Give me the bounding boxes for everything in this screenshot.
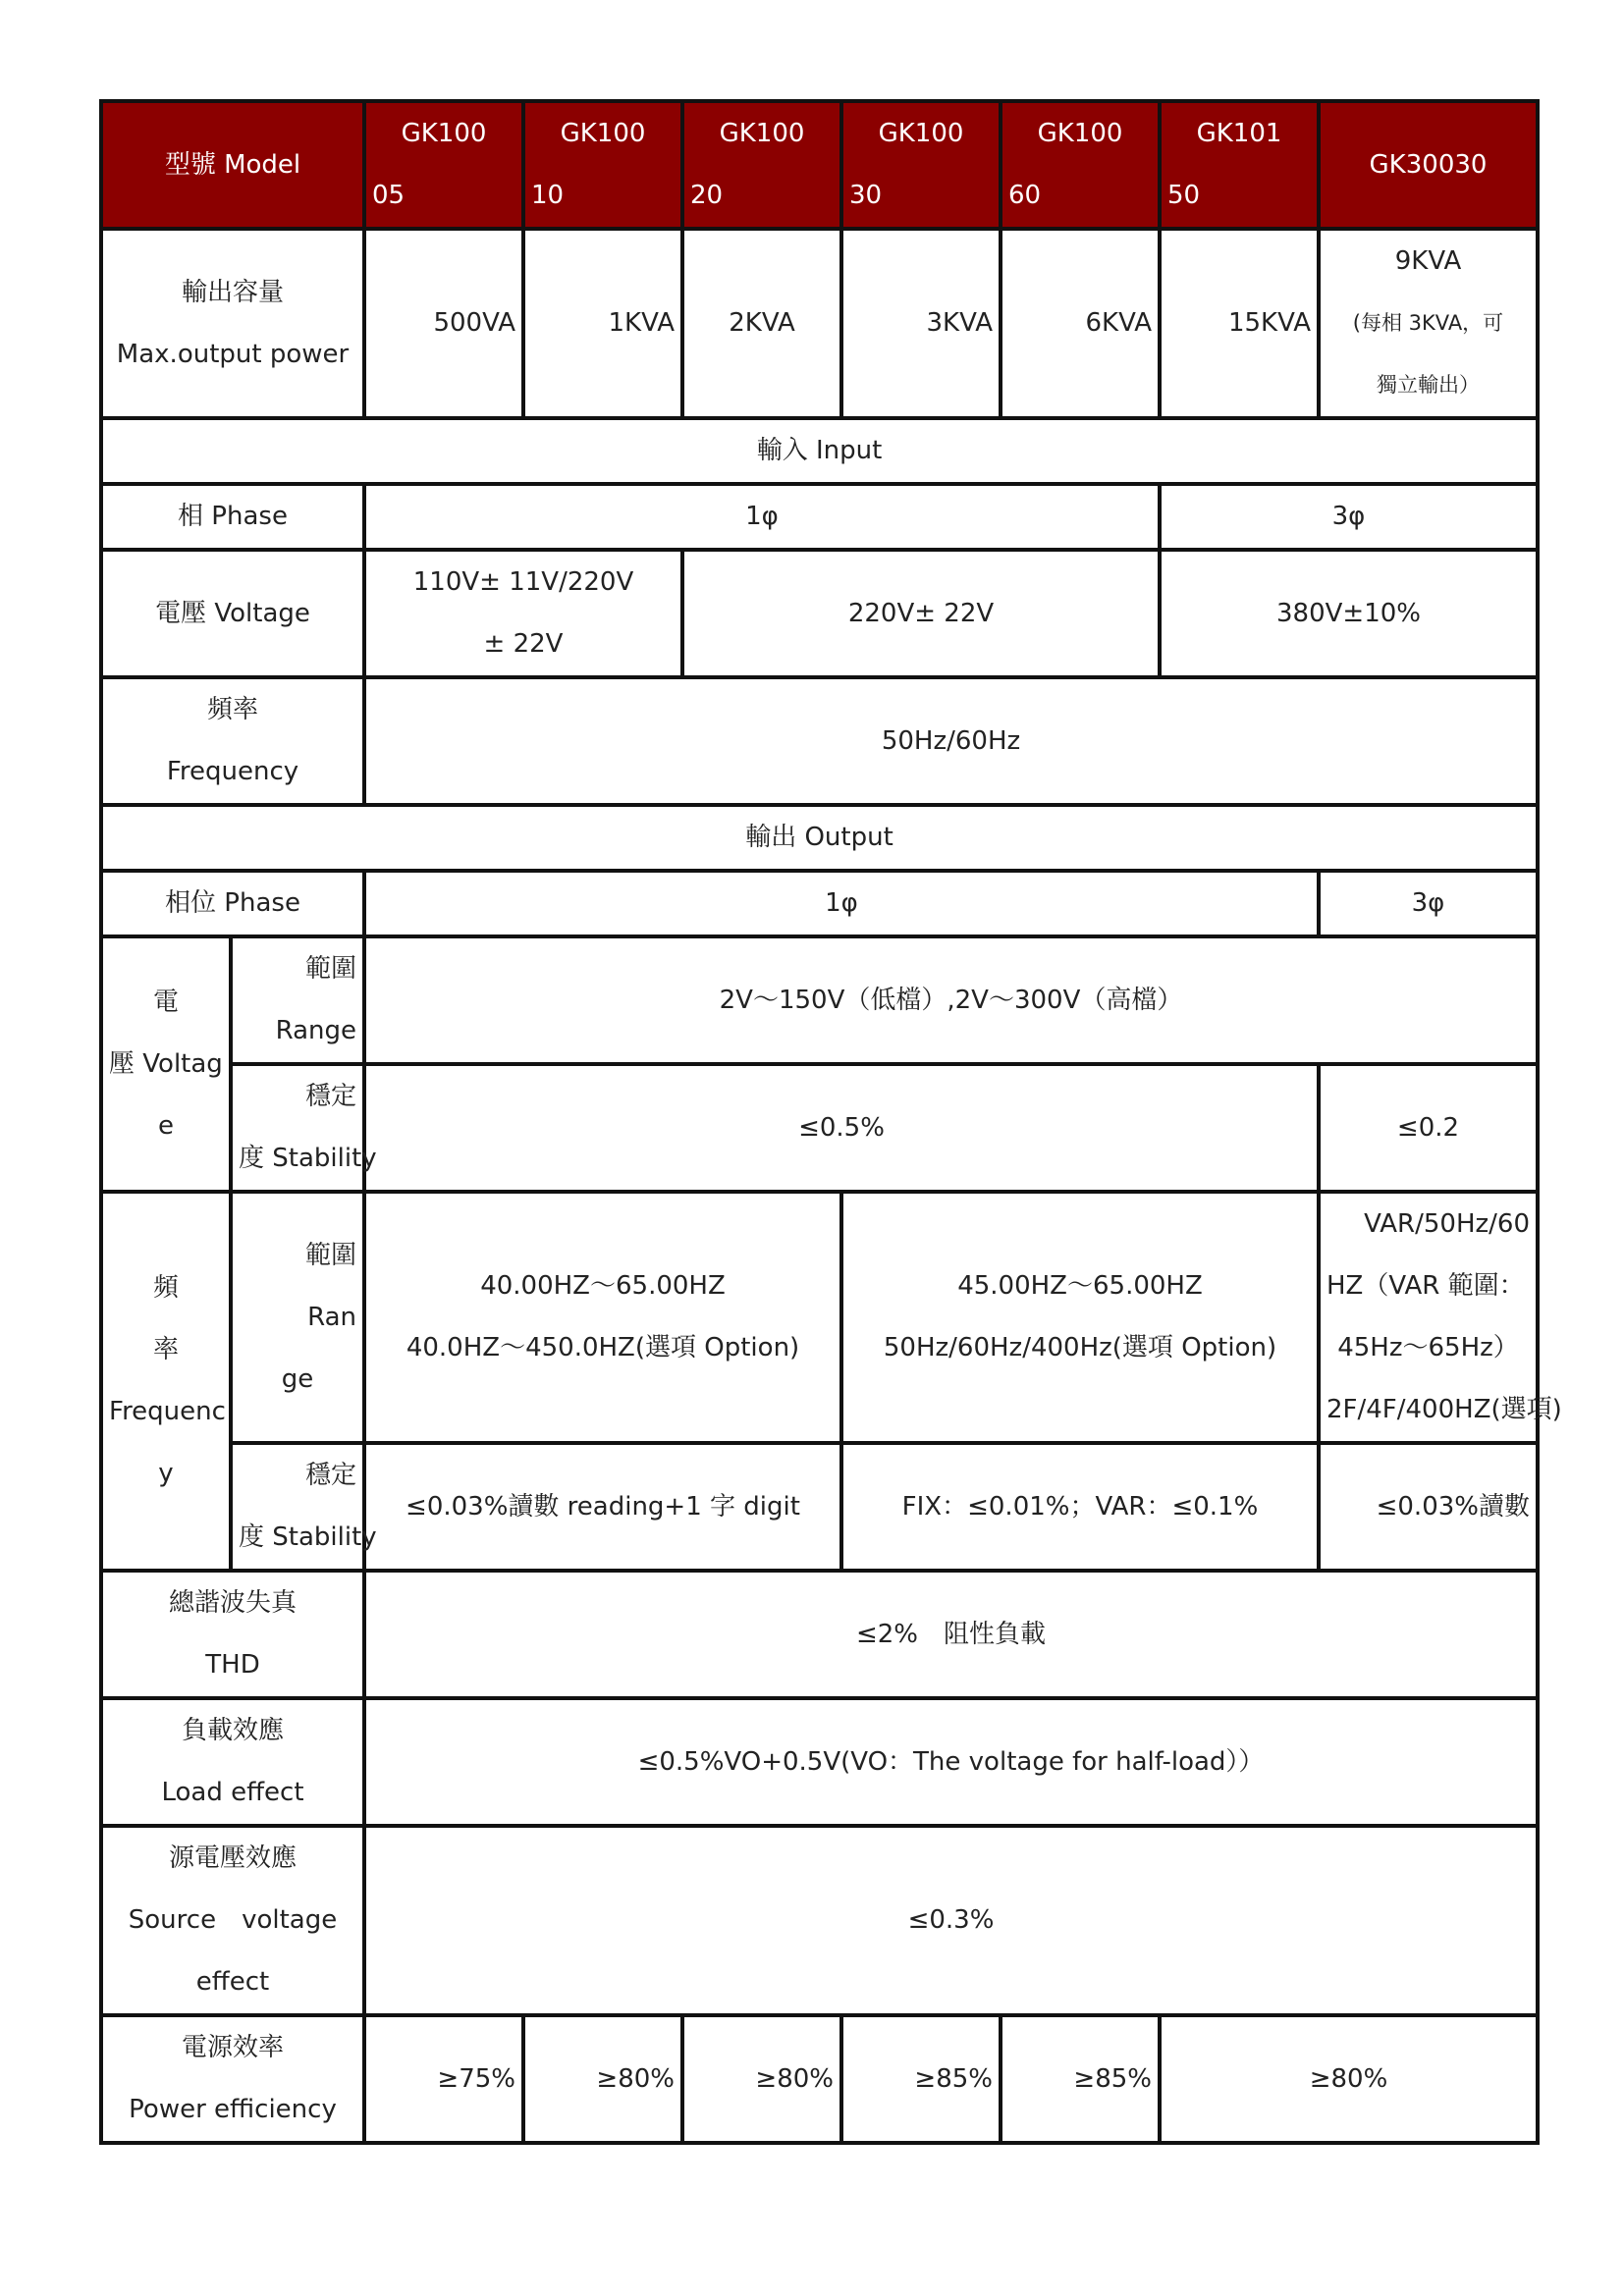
thd-value: ≤2% 阻性負載 xyxy=(364,1571,1538,1698)
capacity-value: 2KVA xyxy=(682,229,841,418)
model-cell: GK101 50 xyxy=(1160,101,1319,229)
input-voltage-c: 380V±10% xyxy=(1160,550,1538,677)
capacity-value: 1KVA xyxy=(523,229,682,418)
input-frequency-label: 頻率 Frequency xyxy=(101,677,364,805)
output-frequency-stability-a: ≤0.03%讀數 reading+1 字 digit xyxy=(364,1443,841,1571)
model-cell: GK100 60 xyxy=(1001,101,1160,229)
input-voltage-b: 220V± 22V xyxy=(682,550,1160,677)
output-section-title: 輸出 Output xyxy=(101,805,1538,871)
output-voltage-range-row xyxy=(101,936,1538,1064)
efficiency-value: ≥80% xyxy=(682,2015,841,2143)
efficiency-value: ≥75% xyxy=(364,2015,523,2143)
output-voltage-stability-value: ≤0.5% xyxy=(364,1064,1319,1192)
model-cell-last: GK30030 xyxy=(1319,101,1538,229)
load-effect-row xyxy=(101,1698,1538,1826)
efficiency-value: ≥85% xyxy=(1001,2015,1160,2143)
capacity-label: 輸出容量 Max.output power xyxy=(101,229,364,418)
output-frequency-range-c: VAR/50Hz/60 HZ（VAR 範圍： 45Hz～65Hz） 2F/4F/400HZ(選項) xyxy=(1319,1192,1538,1443)
capacity-value: 6KVA xyxy=(1001,229,1160,418)
load-effect-label: 負載效應 Load effect xyxy=(101,1698,364,1826)
output-frequency-stability-label: 穩定 度 Stability xyxy=(231,1443,364,1571)
source-effect-row xyxy=(101,1826,1538,2015)
model-cell: GK100 20 xyxy=(682,101,841,229)
output-voltage-stability-row xyxy=(101,1064,1538,1192)
load-effect-value: ≤0.5%VO+0.5V(VO：The voltage for half-load）） xyxy=(364,1698,1538,1826)
input-phase-3: 3φ xyxy=(1160,484,1538,550)
output-frequency-range-b: 45.00HZ～65.00HZ 50Hz/60Hz/400Hz(選項 Option) xyxy=(841,1192,1319,1443)
spec-table xyxy=(99,99,1562,2145)
efficiency-value: ≥80% xyxy=(523,2015,682,2143)
output-voltage-range-value: 2V～150V（低檔）,2V～300V（高檔） xyxy=(364,936,1538,1064)
output-section-row xyxy=(101,805,1538,871)
output-frequency-stability-b: FIX：≤0.01%；VAR：≤0.1% xyxy=(841,1443,1319,1571)
output-voltage-stability-label: 穩定 度 Stability xyxy=(231,1064,364,1192)
source-effect-label: 源電壓效應 Source voltage effect xyxy=(101,1826,364,2015)
input-frequency-value: 50Hz/60Hz xyxy=(364,677,1538,805)
source-effect-value: ≤0.3% xyxy=(364,1826,1538,2015)
efficiency-row xyxy=(101,2015,1538,2143)
output-voltage-range-label: 範圍 Range xyxy=(231,936,364,1064)
capacity-value: 15KVA xyxy=(1160,229,1319,418)
header-row xyxy=(101,101,1538,229)
capacity-value-last: 9KVA (每相 3KVA，可 獨立輸出） xyxy=(1319,229,1538,418)
output-frequency-group-label: 頻 率 Frequenc y xyxy=(101,1192,231,1571)
output-phase-label: 相位 Phase xyxy=(101,871,364,936)
output-voltage-group-label: 電 壓 Voltag e xyxy=(101,936,231,1192)
output-frequency-range-label: 範圍 Ran ge xyxy=(231,1192,364,1443)
output-frequency-stability-row xyxy=(101,1443,1538,1571)
efficiency-value-last: ≥80% xyxy=(1160,2015,1538,2143)
input-phase-row xyxy=(101,484,1538,550)
efficiency-value: ≥85% xyxy=(841,2015,1001,2143)
capacity-row xyxy=(101,229,1538,418)
output-frequency-range-a: 40.00HZ～65.00HZ 40.0HZ～450.0HZ(選項 Option) xyxy=(364,1192,841,1443)
thd-row xyxy=(101,1571,1538,1698)
model-label: 型號 Model xyxy=(101,101,364,229)
model-cell: GK100 30 xyxy=(841,101,1001,229)
input-phase-1: 1φ xyxy=(364,484,1160,550)
model-cell: GK100 10 xyxy=(523,101,682,229)
input-phase-label: 相 Phase xyxy=(101,484,364,550)
input-frequency-row xyxy=(101,677,1538,805)
input-voltage-a: 110V± 11V/220V ± 22V xyxy=(364,550,682,677)
thd-label: 總諧波失真 THD xyxy=(101,1571,364,1698)
efficiency-label: 電源效率 Power efficiency xyxy=(101,2015,364,2143)
output-phase-row xyxy=(101,871,1538,936)
model-cell: GK100 05 xyxy=(364,101,523,229)
output-voltage-stability-3p: ≤0.2 xyxy=(1319,1064,1538,1192)
input-voltage-label: 電壓 Voltage xyxy=(101,550,364,677)
input-section-row xyxy=(101,418,1538,484)
input-voltage-row xyxy=(101,550,1538,677)
output-phase-3: 3φ xyxy=(1319,871,1538,936)
output-phase-1: 1φ xyxy=(364,871,1319,936)
output-frequency-range-row xyxy=(101,1192,1538,1443)
capacity-value: 500VA xyxy=(364,229,523,418)
input-section-title: 輸入 Input xyxy=(101,418,1538,484)
output-frequency-stability-c: ≤0.03%讀數 xyxy=(1319,1443,1538,1571)
capacity-value: 3KVA xyxy=(841,229,1001,418)
